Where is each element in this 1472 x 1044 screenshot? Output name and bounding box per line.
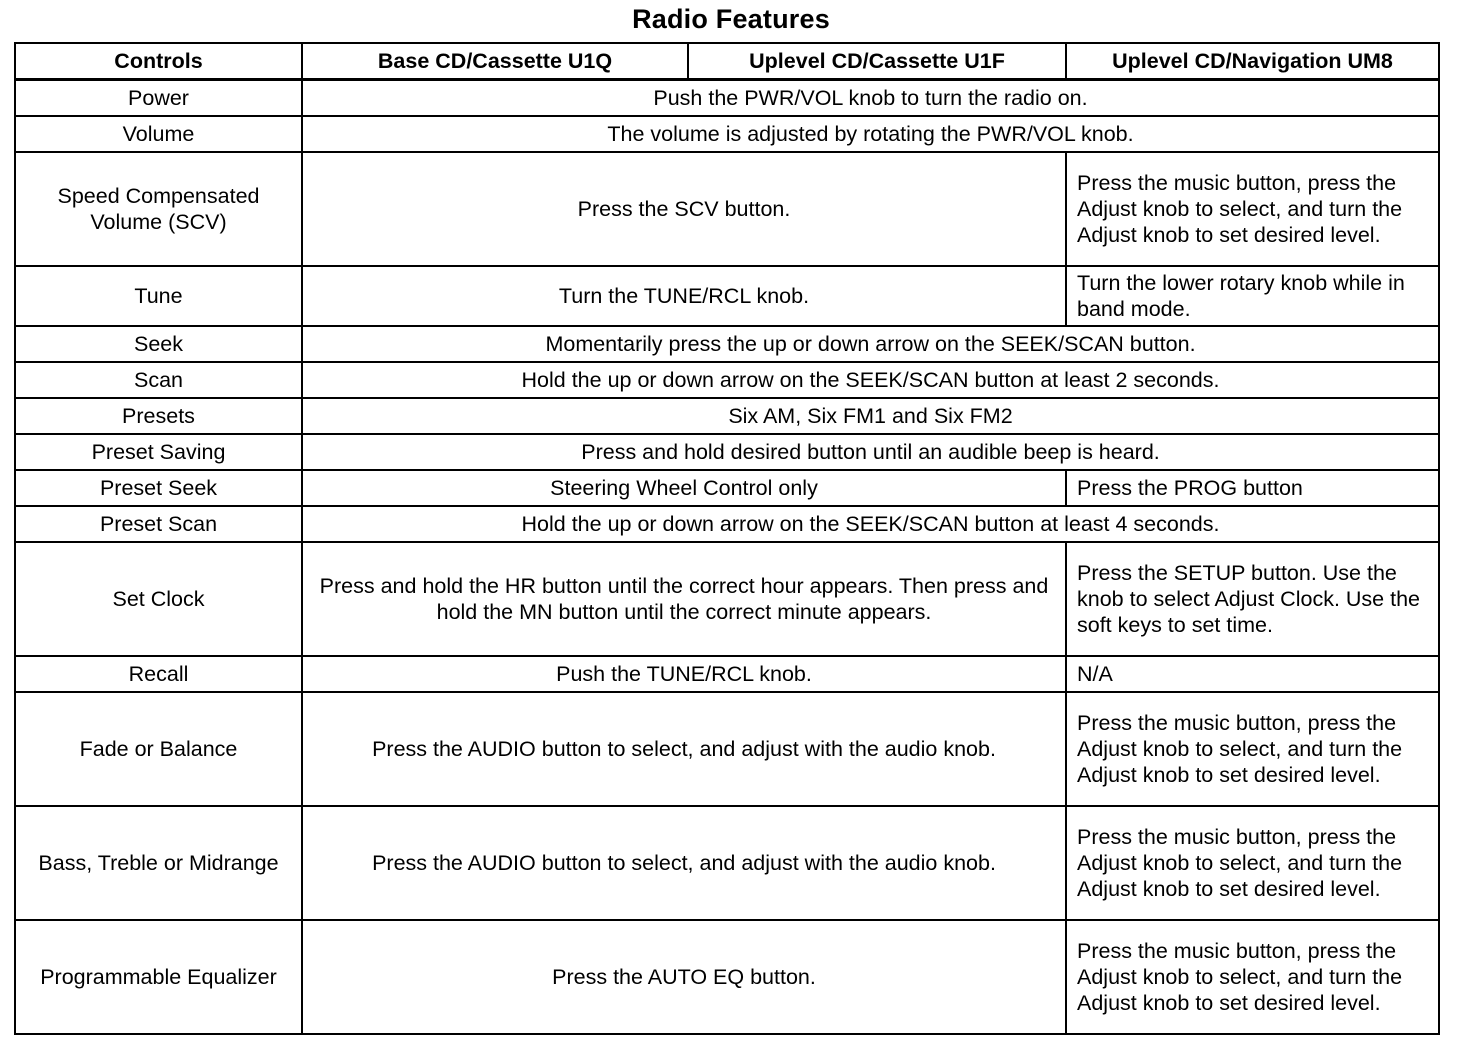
table-row xyxy=(15,116,1439,152)
feature-description: Push the PWR/VOL knob to turn the radio on. xyxy=(302,80,1439,117)
table-row xyxy=(15,434,1439,470)
nav-description: Press the SETUP button. Use the knob to select Adjust Clock. Use the soft keys to set time. xyxy=(1066,542,1439,656)
control-label: Seek xyxy=(15,326,302,362)
control-label: Tune xyxy=(15,266,302,326)
table-row xyxy=(15,470,1439,506)
feature-description: Momentarily press the up or down arrow on the SEEK/SCAN button. xyxy=(302,326,1439,362)
control-label: Presets xyxy=(15,398,302,434)
control-label: Programmable Equalizer xyxy=(15,920,302,1034)
feature-description: Press the AUTO EQ button. xyxy=(302,920,1066,1034)
table-row xyxy=(15,692,1439,806)
table-row xyxy=(15,920,1439,1034)
control-label: Set Clock xyxy=(15,542,302,656)
table-row xyxy=(15,542,1439,656)
header-uplevel-nav: Uplevel CD/Navigation UM8 xyxy=(1066,43,1439,80)
feature-description: Press and hold the HR button until the correct hour appears. Then press and hold the MN button until the correct minute appears. xyxy=(302,542,1066,656)
feature-description: Turn the TUNE/RCL knob. xyxy=(302,266,1066,326)
control-label: Speed Compensated Volume (SCV) xyxy=(15,152,302,266)
nav-description: Turn the lower rotary knob while in band mode. xyxy=(1066,266,1439,326)
control-label: Volume xyxy=(15,116,302,152)
header-uplevel-cassette: Uplevel CD/Cassette U1F xyxy=(688,43,1066,80)
header-base: Base CD/Cassette U1Q xyxy=(302,43,688,80)
feature-description: Press and hold desired button until an audible beep is heard. xyxy=(302,434,1439,470)
control-label: Scan xyxy=(15,362,302,398)
feature-description: Press the AUDIO button to select, and adjust with the audio knob. xyxy=(302,692,1066,806)
table-row xyxy=(15,362,1439,398)
control-label: Fade or Balance xyxy=(15,692,302,806)
control-label: Preset Scan xyxy=(15,506,302,542)
control-label: Power xyxy=(15,80,302,117)
feature-description: Push the TUNE/RCL knob. xyxy=(302,656,1066,692)
feature-description: Press the AUDIO button to select, and adjust with the audio knob. xyxy=(302,806,1066,920)
control-label: Preset Seek xyxy=(15,470,302,506)
control-label: Bass, Treble or Midrange xyxy=(15,806,302,920)
control-label: Preset Saving xyxy=(15,434,302,470)
feature-description: Press the SCV button. xyxy=(302,152,1066,266)
table-row xyxy=(15,398,1439,434)
table-row xyxy=(15,80,1439,117)
radio-features-table xyxy=(14,42,1440,1035)
table-row xyxy=(15,152,1439,266)
nav-description: Press the music button, press the Adjust knob to select, and turn the Adjust knob to set desired level. xyxy=(1066,806,1439,920)
table-header-row xyxy=(15,43,1439,80)
feature-description: Hold the up or down arrow on the SEEK/SCAN button at least 2 seconds. xyxy=(302,362,1439,398)
page-title: Radio Features xyxy=(632,4,830,34)
table-row xyxy=(15,266,1439,326)
nav-description: Press the music button, press the Adjust knob to select, and turn the Adjust knob to set desired level. xyxy=(1066,152,1439,266)
table-row xyxy=(15,326,1439,362)
nav-description: Press the music button, press the Adjust knob to select, and turn the Adjust knob to set desired level. xyxy=(1066,920,1439,1034)
nav-description: N/A xyxy=(1066,656,1439,692)
nav-description: Press the music button, press the Adjust knob to select, and turn the Adjust knob to set desired level. xyxy=(1066,692,1439,806)
feature-description: Steering Wheel Control only xyxy=(302,470,1066,506)
table-row xyxy=(15,656,1439,692)
control-label: Recall xyxy=(15,656,302,692)
table-row xyxy=(15,806,1439,920)
feature-description: The volume is adjusted by rotating the PWR/VOL knob. xyxy=(302,116,1439,152)
feature-description: Six AM, Six FM1 and Six FM2 xyxy=(302,398,1439,434)
header-controls: Controls xyxy=(15,43,302,80)
feature-description: Hold the up or down arrow on the SEEK/SCAN button at least 4 seconds. xyxy=(302,506,1439,542)
nav-description: Press the PROG button xyxy=(1066,470,1439,506)
table-row xyxy=(15,506,1439,542)
